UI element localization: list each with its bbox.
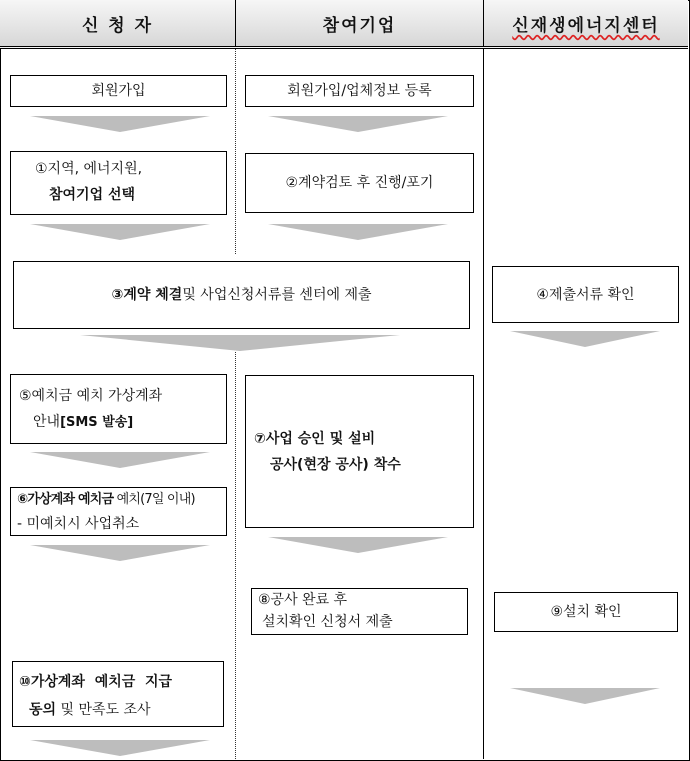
step-7-line2: 공사(현장 공사) 착수 (270, 457, 401, 473)
step-9-install-check: ⑨설치 확인 (494, 592, 678, 632)
flow-arrow (268, 224, 448, 240)
step-5-deposit-notice (10, 374, 227, 444)
column-divider-2 (483, 49, 484, 759)
step-signup: 회원가입 (10, 75, 227, 107)
column-divider-1-upper (235, 49, 236, 254)
step-3-bold: ③계약 체결 (111, 287, 183, 303)
step-2-review: ②계약검토 후 진행/포기 (245, 153, 474, 213)
flow-arrow (30, 545, 210, 561)
step-5-sms: [SMS 발송] (60, 415, 134, 430)
flow-arrow (510, 331, 660, 347)
step-8-line2: 설치확인 신청서 제출 (262, 614, 393, 630)
header-divider-2 (483, 0, 484, 46)
step-5-line1: ⑤예치금 예치 가상계좌 (19, 388, 163, 404)
flow-arrow (80, 335, 400, 351)
step-10-bold: 동의 (29, 702, 57, 718)
step-3-contract (13, 261, 470, 329)
step-1-line1: ①지역, 에너지원, (35, 161, 143, 177)
column-header-company: 참여기업 (322, 15, 397, 36)
flow-arrow (30, 116, 210, 132)
step-10-payment-consent (12, 661, 224, 727)
step-5-line2-a: 안내 (33, 414, 61, 430)
step-10-rest: 및 만족도 조사 (56, 702, 151, 718)
flow-arrow (510, 688, 660, 704)
column-divider-1-lower (235, 352, 236, 759)
flow-arrow (30, 740, 210, 756)
step-7-approval (245, 375, 474, 528)
column-header-applicant: 신 청 자 (81, 15, 154, 36)
step-1-line2: 참여기업 선택 (49, 187, 136, 203)
step-8-line1: ⑧공사 완료 후 (258, 592, 348, 608)
column-header-center: 신재생에너지센터 (512, 15, 660, 36)
step-8-completion (251, 588, 468, 635)
step-company-register: 회원가입/업체정보 등록 (245, 75, 474, 107)
step-1-select (10, 151, 227, 215)
step-4-check-documents: ④제출서류 확인 (492, 266, 679, 323)
header-divider-1 (235, 0, 236, 46)
flow-arrow (268, 116, 448, 132)
step-6-bold: ⑥가상계좌 예치금 (17, 492, 114, 507)
step-3-rest: 및 사업신청서류를 센터에 제출 (182, 287, 372, 303)
step-6-line2: - 미예치시 사업취소 (17, 516, 140, 532)
flow-arrow (268, 537, 448, 553)
step-6-deposit (10, 487, 227, 536)
step-10-line1: ⑩가상계좌 예치금 지급 (19, 674, 173, 690)
step-6-rest: 예치(7일 이내) (113, 492, 195, 507)
flow-arrow (30, 452, 210, 468)
flow-arrow (30, 224, 210, 240)
step-7-line1: ⑦사업 승인 및 설비 (254, 431, 376, 447)
